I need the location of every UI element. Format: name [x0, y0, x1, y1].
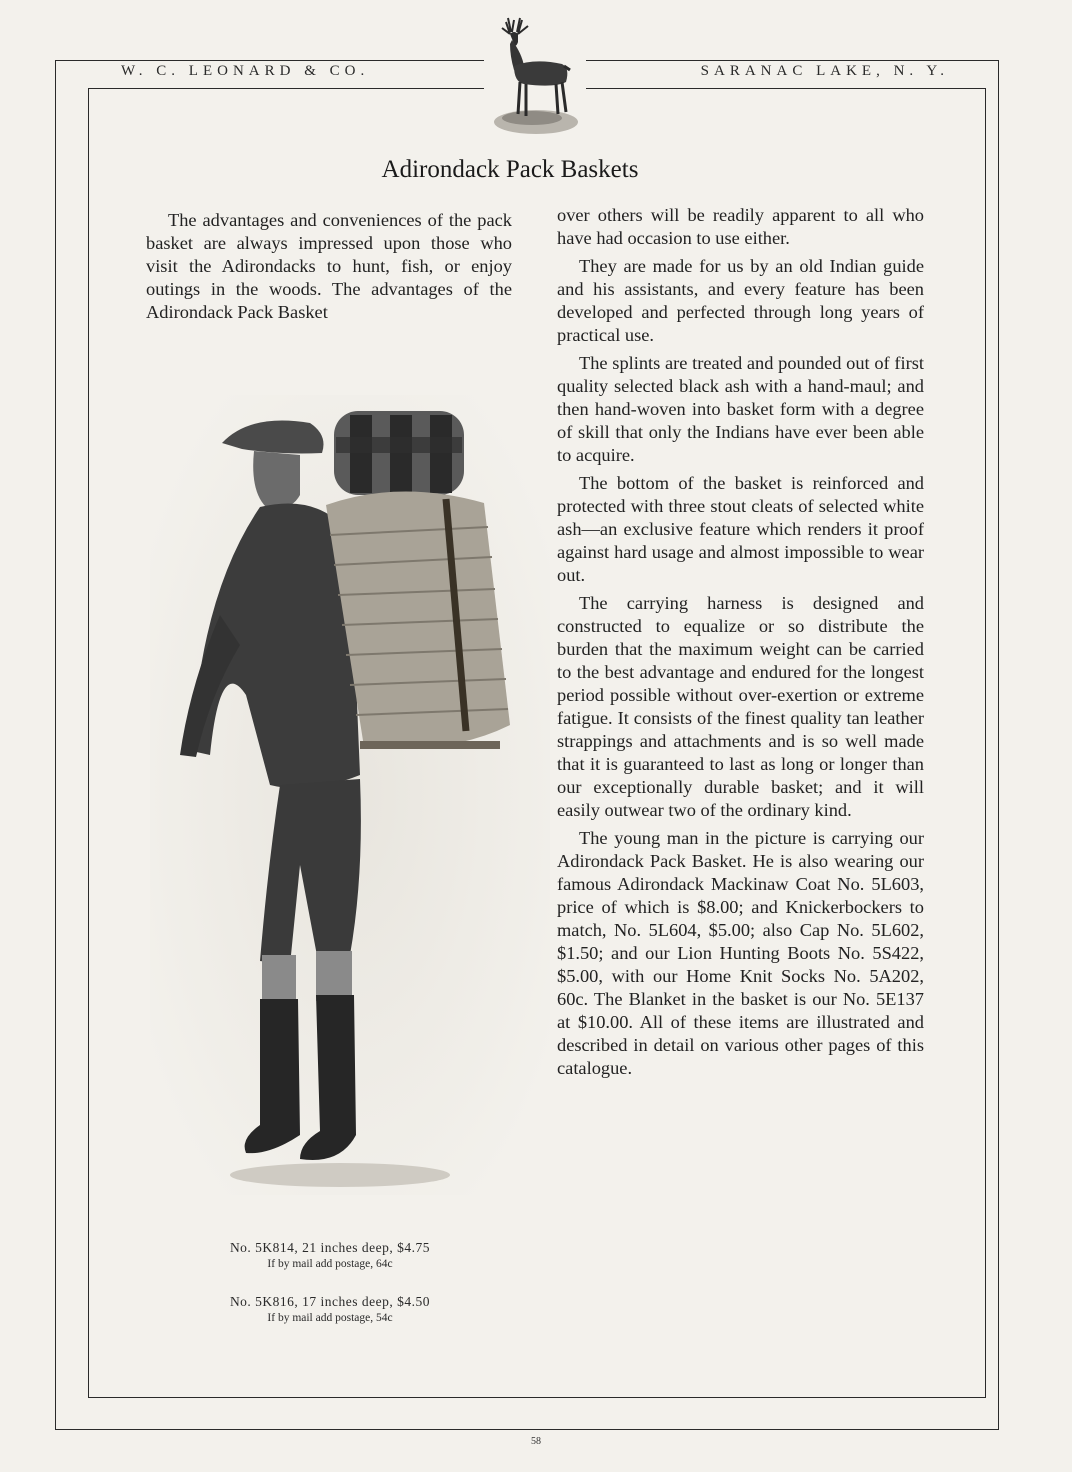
man-with-pack-basket-illustration: [150, 395, 550, 1195]
postage-note: If by mail add postage, 54c: [267, 1312, 393, 1324]
postage-note: If by mail add postage, 64c: [267, 1258, 393, 1270]
body-text-column: [557, 204, 924, 1085]
paragraph: They are made for us by an old Indian guide and his assistants, and every feature has been developed and perfected through long years of practical use.: [557, 256, 924, 345]
paragraph: The young man in the picture is carrying our Adirondack Pack Basket. He is also wearing our famous Adirondack Mackinaw Coat No. 5L603, price of which is $8.00; and Knickerbockers to match, No. 5L604, $5.00; also Cap No. 5L602, $1.50; and our Lion Hunting Boots No. 5S422, $5.00, with our Home Knit Socks No. 5A202, 60c. The Blanket in the basket is our No. 5E137 at $10.00. All of these items are illustrated and described in detail on various other pages of this catalogue.: [557, 828, 924, 1078]
price-5k816: [150, 1294, 510, 1324]
paragraph: The carrying harness is designed and constructed to equalize or so distribute the burden that the maximum weight can be carried to the best advantage and endured for the longest period possible without over-exertion or extreme fatigue. It consists of the finest quality tan leather strappings and attachments and is so well made that it is guaranteed to last as long or longer than our exceptionally durable basket; and it will easily outwear two of the ordinary kind.: [557, 593, 924, 820]
paragraph: The bottom of the basket is reinforced and protected with three stout cleats of selected white ash—an exclusive feature which renders it proof against hard usage and almost impossible to wear out.: [557, 473, 924, 585]
page-number: 58: [531, 1436, 541, 1447]
price-item: No. 5K816, 17 inches deep, $4.50: [229, 1294, 431, 1309]
header-location: SARANAC LAKE, N. Y.: [695, 63, 955, 80]
price-item: No. 5K814, 21 inches deep, $4.75: [229, 1240, 431, 1255]
page-title: Adirondack Pack Baskets: [381, 156, 639, 183]
paragraph: The splints are treated and pounded out of first quality selected black ash with a hand-maul; and then hand-woven into basket form with a degree of skill that only the Indians have ever been able to acquire.: [557, 353, 924, 465]
paragraph: over others will be readily apparent to all who have had occasion to use either.: [557, 205, 924, 248]
intro-paragraph: The advantages and conveniences of the pack basket are always impressed upon those who visit the Adirondacks to hunt, fish, or enjoy outings in the woods. The advantages of the Adirondack Pack Basket: [146, 210, 512, 322]
header-company: W. C. LEONARD & CO.: [115, 63, 375, 80]
price-5k814: [150, 1240, 510, 1270]
deer-icon: [484, 10, 586, 138]
